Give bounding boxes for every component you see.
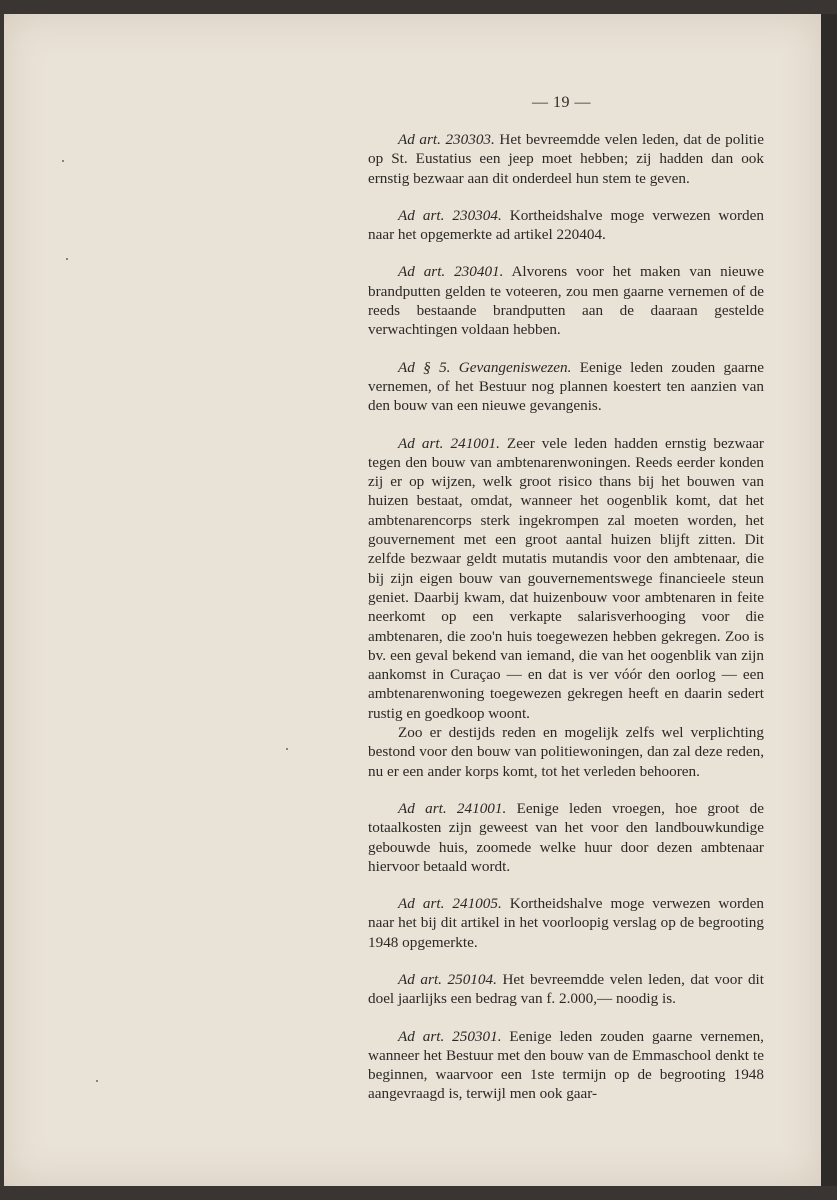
paragraph-text: Zeer vele leden hadden ernstig bezwaar tegen den bouw van ambtenarenwoningen. Reeds eerder konden zij er op wijzen, welk groot risico thans bij het bouwen van huizen bestaat, omdat, wanneer het oogenblik komt, dat het ambtenarencorps sterk ingekrompen zal moeten worden, het gouvernement met een groot aantal huizen blijft zitten. Dit zelfde bezwaar geldt mutatis mutandis voor den ambtenaar, die bij zijn eigen bouw van gouvernementswege financieele steun geniet. Daarbij kwam, dat huizenbouw voor ambtenaren in feite neerkomt op een verkapte salarisverhooging voor die ambtenaren, die zoo'n huis toegewezen hebben gekregen. Zoo is bv. een geval bekend van iemand, die van het oogenblik van zijn aankomst in Curaçao — en dat is ver vóór den oorlog — een ambtenarenwoning toegewezen gekregen heeft en daarin sedert rustig en goedkoop woont. xyxy=(368,434,764,722)
paragraph-241001-second xyxy=(368,799,764,876)
paper-speck xyxy=(66,258,68,260)
article-reference: Ad art. 230304. xyxy=(398,206,502,224)
article-reference: Ad art. 241005. xyxy=(398,895,502,913)
article-reference: Ad § 5. Gevangeniswezen. xyxy=(398,358,572,376)
article-reference: Ad art. 250301. xyxy=(398,1027,502,1045)
paragraph-241001 xyxy=(368,434,764,723)
paragraph-text: Kortheidshalve moge verwezen worden naar het bij dit artikel in het voorloopig verslag op de begrooting 1948 opgemerkte. xyxy=(368,895,764,951)
paragraph-text: Eenige leden zouden gaarne vernemen, of het Bestuur nog plannen koestert ten aanzien van den bouw van een nieuwe gevangenis. xyxy=(368,358,764,415)
page-number: — 19 — xyxy=(532,94,591,111)
paragraph-gevangeniswezen xyxy=(368,358,764,416)
article-reference: Ad art. 230303. xyxy=(398,131,495,148)
paragraph-250104 xyxy=(368,970,764,1009)
page-edge-shadow xyxy=(821,14,837,1186)
paragraph-text: Eenige leden vroegen, hoe groot de totaalkosten zijn geweest van het voor den landbouwkundige gebouwde huis, zoomede welke huur door dezen ambtenaar hiervoor betaald wordt. xyxy=(368,799,764,875)
paragraph-text: Kortheidshalve moge verwezen worden naar het opgemerkte ad artikel 220404. xyxy=(368,206,764,244)
article-reference: Ad art. 230401. xyxy=(398,263,504,281)
paper-speck xyxy=(286,748,288,750)
paragraph-230401 xyxy=(368,262,764,339)
paragraph-241005 xyxy=(368,894,764,952)
paragraph-text: Zoo er destijds reden en mogelijk zelfs wel verplichting bestond voor den bouw van politiewoningen, dan zal deze reden, nu er een ander korps komt, tot het verleden behooren. xyxy=(368,724,764,780)
paper-speck xyxy=(62,160,64,162)
paper-speck xyxy=(96,1080,98,1082)
paragraph-241001-continued xyxy=(368,723,764,781)
article-reference: Ad art. 241001. xyxy=(398,434,500,452)
paragraph-text: Het bevreemdde velen leden, dat voor dit doel jaarlijks een bedrag van f. 2.000,— noodig is. xyxy=(368,970,764,1008)
paragraph-230303 xyxy=(368,130,764,188)
article-reference: Ad art. 250104. xyxy=(398,970,497,988)
paragraph-250301 xyxy=(368,1027,764,1104)
body-text-column xyxy=(368,130,764,1122)
paragraph-text: Eenige leden zouden gaarne vernemen, wanneer het Bestuur met den bouw van de Emmaschool denkt te beginnen, waarvoor een 1ste termijn op de begrooting 1948 aangevraagd is, terwijl men ook gaar- xyxy=(368,1027,764,1103)
paragraph-text: Het bevreemdde velen leden, dat de politie op St. Eustatius een jeep moet hebben; zij hadden dan ook ernstig bezwaar aan dit onderdeel hun stem te geven. xyxy=(368,131,764,187)
paragraph-230304 xyxy=(368,206,764,245)
article-reference: Ad art. 241001. xyxy=(398,799,507,817)
paragraph-text: Alvorens voor het maken van nieuwe brandputten gelden te voteeren, zou men gaarne vernemen of de reeds bestaande brandputten aan de daaraan gestelde verwachtingen voldaan hebben. xyxy=(368,263,764,339)
